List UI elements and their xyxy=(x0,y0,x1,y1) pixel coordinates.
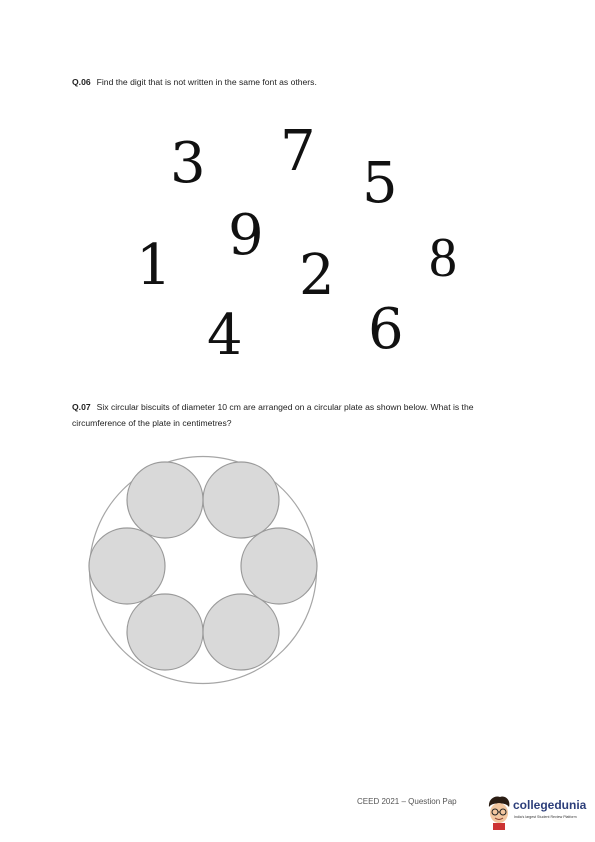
digit-6: 6 xyxy=(368,297,404,362)
question-text: Find the digit that is not written in the same font as others. xyxy=(96,77,317,87)
biscuit xyxy=(127,462,203,538)
digit-7: 7 xyxy=(280,119,316,184)
biscuit xyxy=(127,594,203,670)
digit-8: 8 xyxy=(429,227,457,289)
question-number: Q.06 xyxy=(72,77,91,87)
mascot-icon xyxy=(486,795,512,831)
collegedunia-logo[interactable] xyxy=(486,793,590,833)
biscuit xyxy=(241,528,317,604)
question-q07 xyxy=(72,399,522,431)
digit-3: 3 xyxy=(170,131,206,196)
plate-svg xyxy=(86,453,320,687)
question-q06 xyxy=(72,74,532,90)
logo-tagline: India's largest Student Review Platform xyxy=(514,815,577,819)
biscuit xyxy=(203,462,279,538)
digit-4: 4 xyxy=(207,303,243,368)
footer-label: CEED 2021 – Question Pap xyxy=(357,797,457,806)
question-text: Six circular biscuits of diameter 10 cm are arranged on a circular plate as shown below. What is the circumference of the plate in centimetres? xyxy=(72,402,474,428)
biscuit xyxy=(89,528,165,604)
logo-name: collegedunia xyxy=(513,798,587,812)
digit-2: 2 xyxy=(299,243,335,308)
digit-5: 5 xyxy=(362,151,398,216)
digit-1: 1 xyxy=(136,233,172,298)
digit-9: 9 xyxy=(228,203,264,268)
question-number: Q.07 xyxy=(72,402,91,412)
biscuit xyxy=(203,594,279,670)
plate-diagram xyxy=(86,453,320,687)
